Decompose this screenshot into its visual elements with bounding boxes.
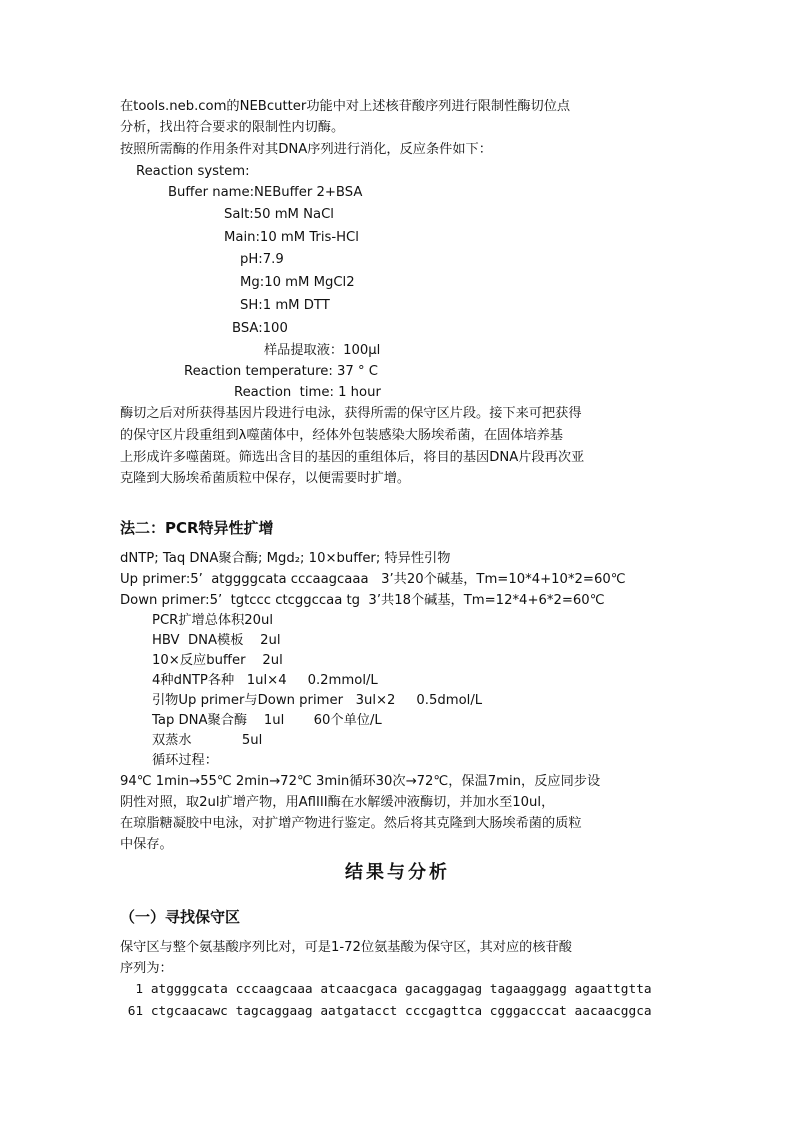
intro-line-1: 在tools.neb.com的NEBcutter功能中对上述核苷酸序列进行限制性酶切位点 <box>120 99 571 114</box>
reaction-sample: 样品提取液：100μl <box>264 343 381 358</box>
method2-reagents: dNTP; Taq DNA聚合酶; Mgd₂; 10×buffer; 特异性引物 <box>120 551 451 566</box>
reaction-temperature: Reaction temperature: 37 ° C <box>184 364 378 379</box>
after-line-4: 克隆到大肠埃希菌质粒中保存，以便需要时扩增。 <box>120 471 411 486</box>
dntp-amount: 4种dNTP各种 1ul×4 0.2mmol/L <box>152 673 378 688</box>
reaction-buffer: Buffer name:NEBuffer 2+BSA <box>168 185 363 200</box>
cycle-line-2: 阴性对照，取2ul扩增产物，用AflIII酶在水解缓冲液酶切，并加水至10ul， <box>120 795 555 810</box>
primer-amount: 引物Up primer与Down primer 3ul×2 0.5dmol/L <box>152 693 483 708</box>
cycle-label: 循环过程： <box>152 753 218 768</box>
cycle-line-4: 中保存。 <box>120 837 173 852</box>
after-line-2: 的保守区片段重组到λ噬菌体中，经体外包装感染大肠埃希菌，在固体培养基 <box>120 428 563 443</box>
method2-heading: 法二：PCR特异性扩增 <box>120 519 274 537</box>
down-primer: Down primer:5’ tgtccc ctcggccaa tg 3’共18个碱基，Tm=12*4+6*2=60℃ <box>120 593 605 608</box>
after-line-1: 酶切之后对所获得基因片段进行电泳，获得所需的保守区片段。接下来可把获得 <box>120 406 582 421</box>
pcr-total-volume: PCR扩增总体积20ul <box>152 613 274 628</box>
hbv-template: HBV DNA模板 2ul <box>152 633 281 648</box>
reaction-main: Main:10 mM Tris-HCl <box>224 230 359 245</box>
tap-polymerase: Tap DNA聚合酶 1ul 60个单位/L <box>152 713 382 728</box>
reaction-system: Reaction system: <box>136 164 250 179</box>
cycle-line-3: 在琼脂糖凝胶中电泳，对扩增产物进行鉴定。然后将其克隆到大肠埃希菌的质粒 <box>120 816 582 831</box>
results-line-2: 序列为： <box>120 961 173 976</box>
conserved-region-heading: （一）寻找保守区 <box>120 908 241 926</box>
sequence-line-2: 61 ctgcaacawc tagcaggaag aatgatacct cccgagttca cgggacccat aacaacggca <box>120 1004 652 1019</box>
reaction-ph: pH:7.9 <box>240 252 284 267</box>
cycle-line-1: 94℃ 1min→55℃ 2min→72℃ 3min循环30次→72℃，保温7min，反应同步设 <box>120 774 601 789</box>
sequence-line-1: 1 atggggcata cccaagcaaa atcaacgaca gacaggagag tagaaggagg agaattgtta <box>120 982 652 997</box>
results-line-1: 保守区与整个氨基酸序列比对，可是1-72位氨基酸为保守区，其对应的核苷酸 <box>120 940 572 955</box>
reaction-sh: SH:1 mM DTT <box>240 298 330 313</box>
reaction-salt: Salt:50 mM NaCl <box>224 207 334 222</box>
results-heading: 结果与分析 <box>345 862 450 883</box>
reaction-buffer-10x: 10×反应buffer 2ul <box>152 653 283 668</box>
intro-line-2: 分析，找出符合要求的限制性内切酶。 <box>120 120 345 135</box>
intro-line-3: 按照所需酶的作用条件对其DNA序列进行消化，反应条件如下： <box>120 142 492 157</box>
reaction-mg: Mg:10 mM MgCl2 <box>240 275 355 290</box>
distilled-water: 双蒸水 5ul <box>152 733 263 748</box>
after-line-3: 上形成许多噬菌斑。筛选出含目的基因的重组体后，将目的基因DNA片段再次亚 <box>120 450 585 465</box>
reaction-time: Reaction time: 1 hour <box>234 385 381 400</box>
up-primer: Up primer:5’ atggggcata cccaagcaaa 3’共20个碱基，Tm=10*4+10*2=60℃ <box>120 572 626 587</box>
reaction-bsa: BSA:100 <box>232 321 288 336</box>
